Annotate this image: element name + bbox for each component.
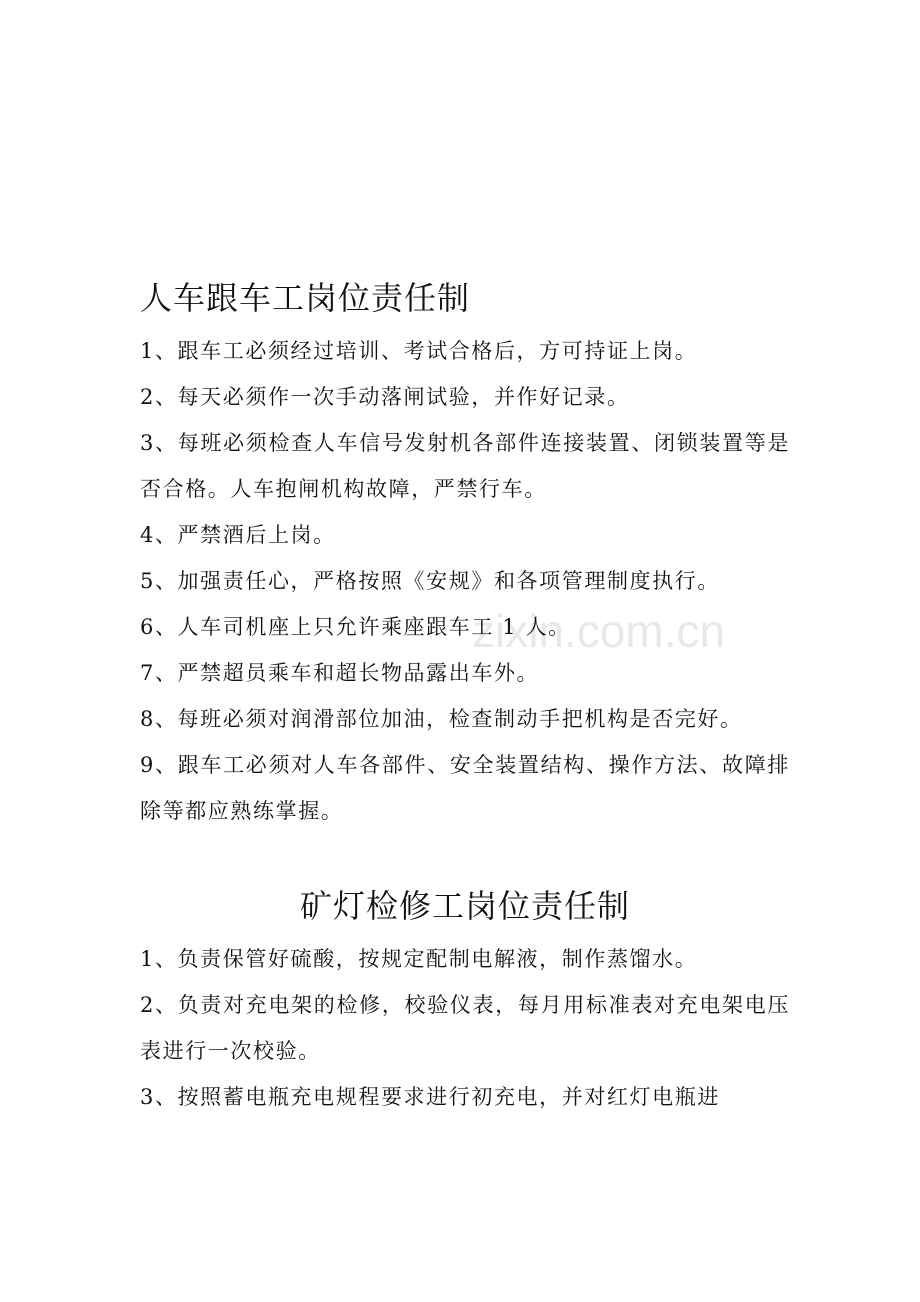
section-title: 人车跟车工岗位责任制 xyxy=(140,279,471,317)
list-item: 3、按照蓄电瓶充电规程要求进行初充电，并对红灯电瓶进 xyxy=(140,1085,720,1109)
list-item: 4、严禁酒后上岗。 xyxy=(140,523,336,547)
section-lamp-repair-worker xyxy=(140,880,790,1120)
section-title: 矿灯检修工岗位责任制 xyxy=(299,887,630,925)
list-item: 1、负责保管好硫酸，按规定配制电解液，制作蒸馏水。 xyxy=(140,947,698,971)
list-item: 2、负责对充电架的检修，校验仪表，每月用标准表对充电架电压表进行一次校验。 xyxy=(140,993,790,1063)
list-item: 9、跟车工必须对人车各部件、安全装置结构、操作方法、故障排除等都应熟练掌握。 xyxy=(140,753,790,823)
list-item: 1、跟车工必须经过培训、考试合格后，方可持证上岗。 xyxy=(140,339,698,363)
document-body xyxy=(140,272,790,1120)
list-item: 3、每班必须检查人车信号发射机各部件连接装置、闭锁装置等是否合格。人车抱闸机构故障，严禁行车。 xyxy=(140,431,790,501)
list-item: 6、人车司机座上只允许乘座跟车工 1 人。 xyxy=(140,615,571,639)
list-item: 8、每班必须对润滑部位加油，检查制动手把机构是否完好。 xyxy=(140,707,743,731)
section-escort-worker xyxy=(140,272,790,834)
list-item: 5、加强责任心，严格按照《安规》和各项管理制度执行。 xyxy=(140,569,720,593)
watermark: zixin.com.cn xyxy=(472,605,726,657)
list-item: 7、严禁超员乘车和超长物品露出车外。 xyxy=(140,661,540,685)
list-item: 2、每天必须作一次手动落闸试验，并作好记录。 xyxy=(140,385,630,409)
